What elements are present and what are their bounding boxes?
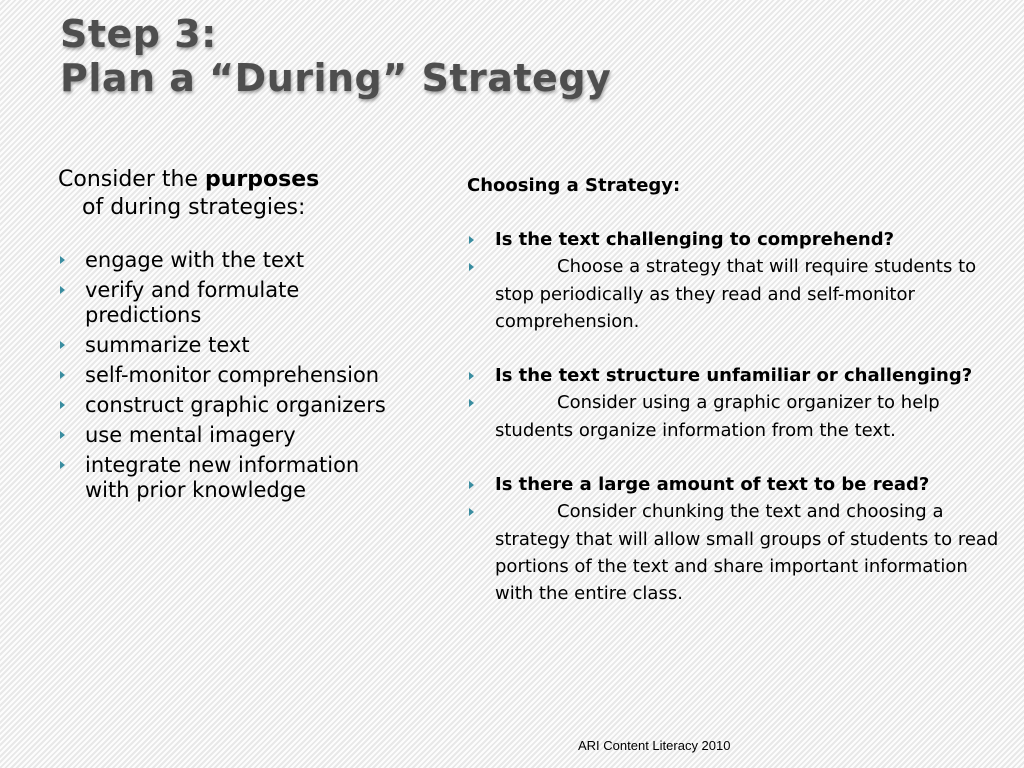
triangle-bullet-icon [60, 431, 65, 439]
left-column [58, 166, 398, 508]
triangle-bullet-icon [60, 371, 65, 379]
triangle-bullet-icon [469, 399, 474, 407]
answer-item [467, 253, 1007, 335]
intro-bold: purposes [204, 167, 320, 192]
question-text: Is the text challenging to comprehend? [495, 229, 895, 250]
right-column [467, 172, 1007, 608]
bullet-text: summarize text [85, 333, 250, 357]
bullet-text: self-monitor comprehension [85, 363, 380, 387]
answer-item [467, 389, 1007, 444]
triangle-bullet-icon [469, 263, 474, 271]
triangle-bullet-icon [469, 236, 474, 244]
intro-prefix: Consider the [58, 167, 205, 192]
triangle-bullet-icon [60, 401, 65, 409]
triangle-bullet-icon [60, 461, 65, 469]
strategy-questions-list [467, 226, 1007, 608]
bullet-text: verify and formulate predictions [85, 278, 300, 327]
title-line-1: Step 3: [60, 12, 217, 56]
purposes-list [58, 248, 398, 503]
triangle-bullet-icon [469, 508, 474, 516]
question-item [467, 362, 1007, 389]
list-item [58, 278, 398, 328]
list-item [58, 393, 398, 418]
question-text: Is the text structure unfamiliar or challenging? [495, 365, 973, 387]
triangle-bullet-icon [469, 481, 474, 489]
slide-title [60, 12, 611, 100]
list-item [58, 363, 398, 388]
list-item [58, 333, 398, 358]
title-line-2: Plan a “During” Strategy [60, 56, 612, 100]
bullet-text: use mental imagery [85, 423, 296, 447]
triangle-bullet-icon [60, 286, 65, 294]
purposes-intro [58, 166, 398, 222]
bullet-text: engage with the text [85, 248, 305, 272]
answer-text: Choose a strategy that will require students to stop periodically as they read and self-monitor comprehension. [495, 256, 977, 332]
question-item [467, 226, 1007, 253]
bullet-text: construct graphic organizers [85, 393, 386, 417]
question-item [467, 471, 1007, 498]
list-item [58, 248, 398, 273]
triangle-bullet-icon [60, 341, 65, 349]
footer-credit: ARI Content Literacy 2010 [578, 738, 731, 753]
answer-item [467, 498, 1007, 607]
answer-text: Consider chunking the text and choosing a strategy that will allow small groups of students to read portions of the text and share important information with the entire class. [495, 501, 999, 605]
bullet-text: integrate new information with prior knowledge [85, 453, 360, 502]
triangle-bullet-icon [469, 372, 474, 380]
triangle-bullet-icon [60, 256, 65, 264]
list-item [58, 423, 398, 448]
intro-line-2: of during strategies: [82, 195, 306, 220]
list-item [58, 453, 398, 503]
choosing-strategy-heading: Choosing a Strategy: [467, 175, 681, 196]
answer-text: Consider using a graphic organizer to help students organize information from the text. [495, 392, 940, 441]
question-text: Is there a large amount of text to be read? [495, 474, 930, 496]
